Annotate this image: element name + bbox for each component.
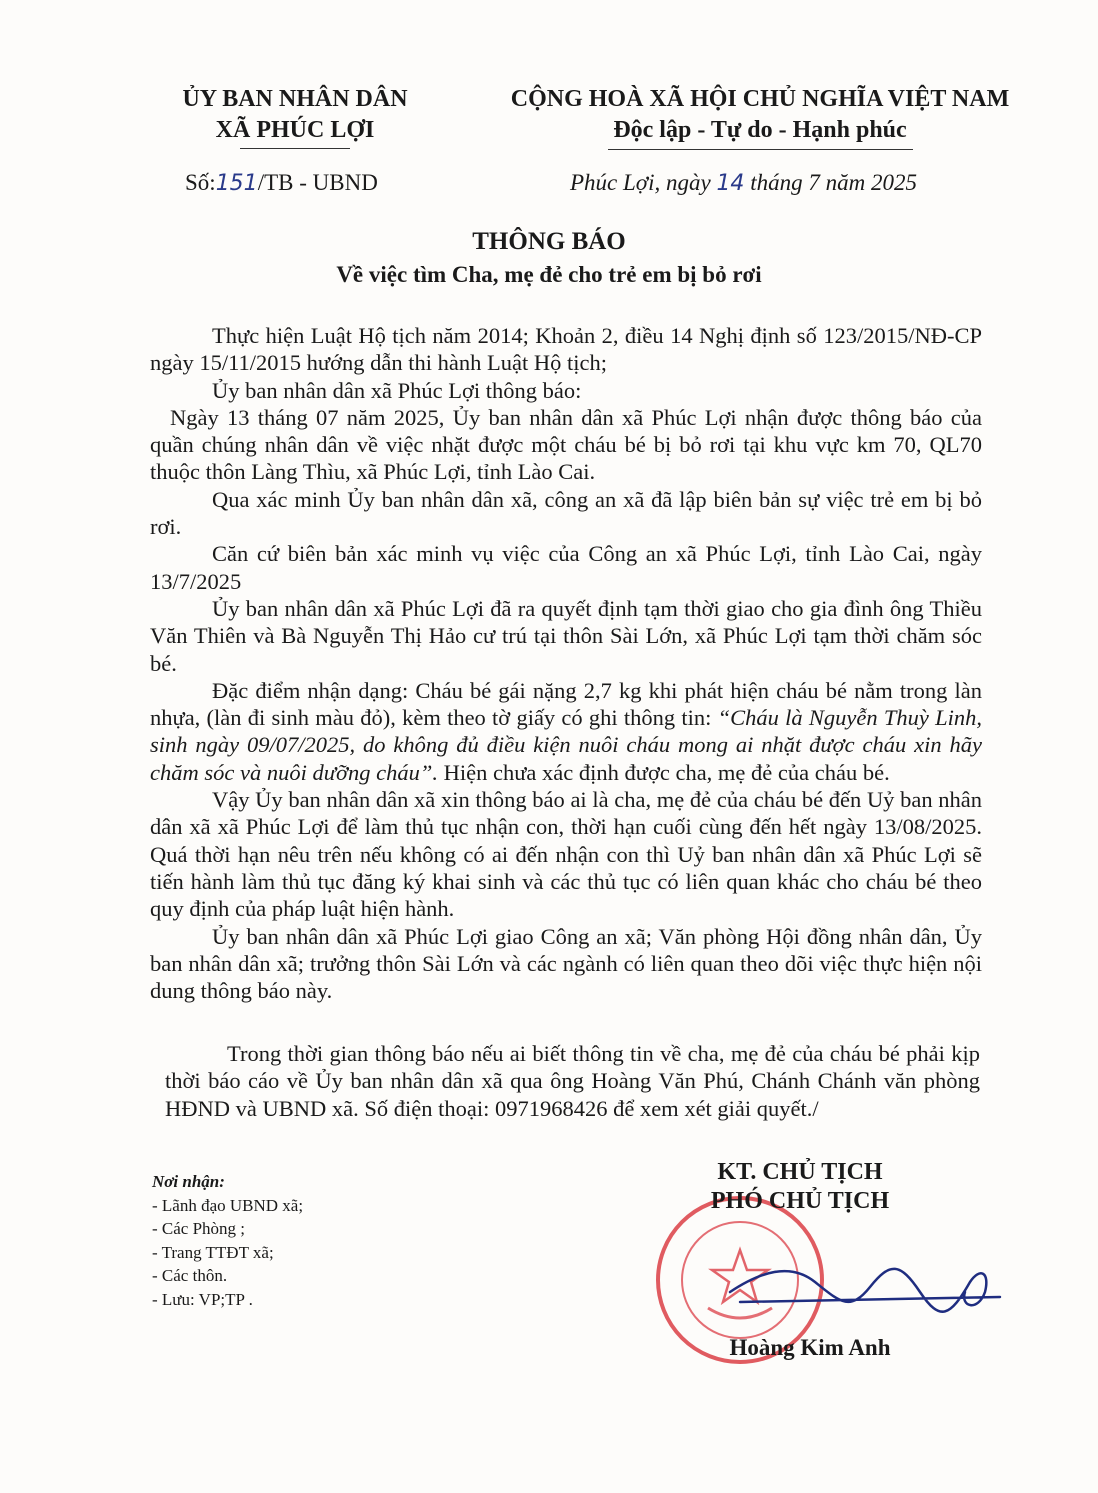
closing-paragraph xyxy=(165,1040,980,1122)
recipient-item: - Các Phòng ; xyxy=(152,1219,246,1238)
nation-line-1: CỘNG HOÀ XÃ HỘI CHỦ NGHĨA VIỆT NAM xyxy=(510,86,1010,112)
issue-date xyxy=(570,170,917,196)
recipients-block xyxy=(152,1170,303,1311)
body-paragraph: Căn cứ biên bản xác minh vụ việc của Công an xã Phúc Lợi, tỉnh Lào Cai, ngày 13/7/2025 xyxy=(150,541,982,594)
features-tail: Hiện chưa xác định được cha, mẹ đẻ của cháu bé. xyxy=(443,759,890,785)
signature-block xyxy=(640,1158,960,1216)
date-prefix: Phúc Lợi, ngày xyxy=(570,170,711,195)
signer-name: Hoàng Kim Anh xyxy=(729,1335,891,1360)
national-heading xyxy=(470,84,1050,150)
body-paragraph: Vậy Ủy ban nhân dân xã xin thông báo ai là cha, mẹ đẻ của cháu bé đến Uỷ ban nhân dân xã xã Phúc Lợi để làm thủ tục nhận con, thời hạn cuối cùng đến hết ngày 13/08/2025. Quá thời hạn nêu trên nếu không có ai đến nhận con thì Uỷ ban nhân dân xã Phúc Lợi sẽ tiến hành làm thủ tục đăng ký khai sinh và các thủ tục có liên quan khác cho cháu bé theo quy định của pháp luật hiện hành. xyxy=(150,787,982,922)
body-paragraph: Ủy ban nhân dân xã Phúc Lợi đã ra quyết định tạm thời giao cho gia đình ông Thiều Văn Thiên và Bà Nguyễn Thị Hảo cư trú tại thôn Sài Lớn, xã Phúc Lợi tạm thời chăm sóc bé. xyxy=(150,595,982,676)
document-title: THÔNG BÁO xyxy=(472,228,626,255)
features-quote: “Cháu là Nguyễn Thuỳ Linh, sinh ngày 09/07/2025, do không đủ điều kiện nuôi cháu mong ai nhặt được cháu xin hãy chăm sóc và nuôi dưỡng cháu”. xyxy=(150,705,982,785)
body-paragraph: Ủy ban nhân dân xã Phúc Lợi thông báo: xyxy=(212,377,582,403)
recipient-item: - Trang TTĐT xã; xyxy=(152,1242,274,1262)
closing-text: Trong thời gian thông báo nếu ai biết thông tin về cha, mẹ đẻ của cháu bé phải kịp thời báo cáo về Ủy ban nhân dân xã qua ông Hoàng Văn Phú, Chánh Chánh văn phòng HĐND và UBND xã. Số điện thoại: 0971968426 để xem xét giải quyết./ xyxy=(165,1041,980,1121)
authority-line-1: ỦY BAN NHÂN DÂN xyxy=(182,86,408,112)
recipients-label: Nơi nhận: xyxy=(152,1172,225,1191)
body-paragraph: Ủy ban nhân dân xã Phúc Lợi giao Công an xã; Văn phòng Hội đồng nhân dân, Ủy ban nhân dân xã; trưởng thôn Sài Lớn và các ngành có liên quan theo dõi việc thực hiện nội dung thông báo này. xyxy=(150,923,982,1004)
date-day-handwritten: 14 xyxy=(716,171,745,196)
body-paragraph: Qua xác minh Ủy ban nhân dân xã, công an xã đã lập biên bản sự việc trẻ em bị bỏ rơi. xyxy=(150,486,982,540)
features-paragraph xyxy=(150,677,982,786)
signature-line-2: PHÓ CHỦ TỊCH xyxy=(710,1188,890,1214)
doc-number-handwritten: 151 xyxy=(215,171,258,196)
body-paragraph: Ngày 13 tháng 07 năm 2025, Ủy ban nhân dân xã Phúc Lợi nhận được thông báo của quần chúng nhân dân về việc nhặt được một cháu bé bị bỏ rơi tại khu vực km 70, QL70 thuộc thôn Làng Thìu, xã Phúc Lợi, tỉnh Lào Cai. xyxy=(150,404,982,485)
motto-underline xyxy=(608,149,913,150)
body-paragraph: Thực hiện Luật Hộ tịch năm 2014; Khoản 2, điều 14 Nghị định số 123/2015/NĐ-CP ngày 15/11/2015 hướng dẫn thi hành Luật Hộ tịch; xyxy=(150,323,982,376)
document-subtitle: Về việc tìm Cha, mẹ đẻ cho trẻ em bị bỏ rơi xyxy=(336,262,762,287)
recipient-item: - Các thôn. xyxy=(152,1266,228,1285)
doc-number-prefix: Số: xyxy=(185,170,216,195)
issuing-authority xyxy=(140,84,450,149)
features-lead: Đặc điểm nhận dạng: Cháu bé gái nặng 2,7 kg khi phát hiện cháu bé nằm trong làn nhựa, (làn đi sinh màu đỏ), kèm theo tờ giấy có ghi thông tin: xyxy=(150,677,982,731)
document-body xyxy=(150,322,982,1004)
handwritten-signature xyxy=(720,1232,1010,1342)
authority-line-2: XÃ PHÚC LỢI xyxy=(215,117,375,143)
date-suffix: tháng 7 năm 2025 xyxy=(750,170,917,195)
recipient-item: - Lãnh đạo UBND xã; xyxy=(152,1195,304,1215)
nation-motto: Độc lập - Tự do - Hạnh phúc xyxy=(613,117,907,143)
signature-line-1: KT. CHỦ TỊCH xyxy=(717,1159,883,1185)
authority-underline xyxy=(240,148,350,149)
doc-number-suffix: /TB - UBND xyxy=(257,170,378,195)
recipient-item: - Lưu: VP;TP . xyxy=(152,1289,253,1309)
document-number xyxy=(185,170,378,196)
